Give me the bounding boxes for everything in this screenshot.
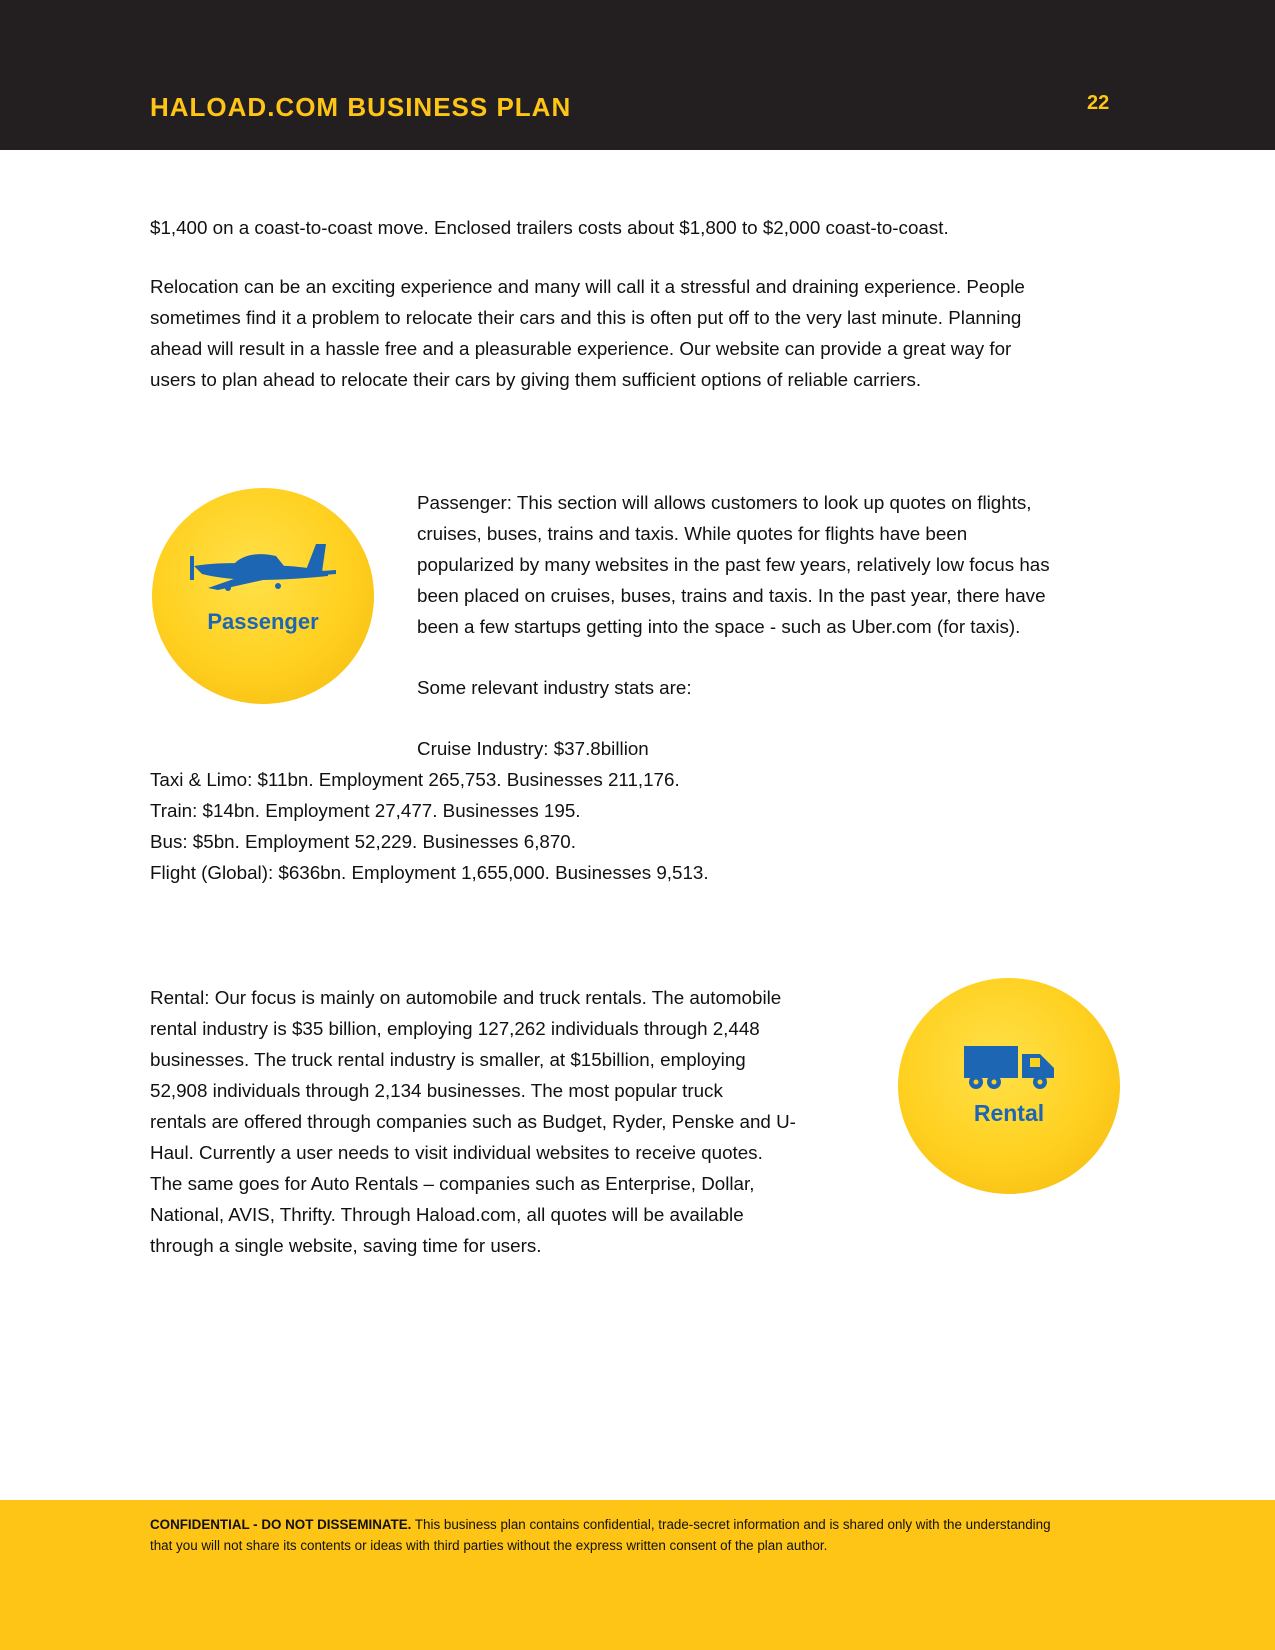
paragraph-line: sometimes find it a problem to relocate their cars and this is often put off to the very last minute. Planning (150, 307, 1022, 328)
paragraph-line: Relocation can be an exciting experience and many will call it a stressful and draining experience. People (150, 276, 1025, 297)
paragraph-line: 52,908 individuals through 2,134 businesses. The most popular truck (150, 1080, 723, 1101)
paragraph-line: through a single website, saving time for users. (150, 1235, 542, 1256)
paragraph-line: The same goes for Auto Rentals – companies such as Enterprise, Dollar, (150, 1173, 755, 1194)
paragraph-line: ahead will result in a hassle free and a pleasurable experience. Our website can provide a great way for (150, 338, 1012, 359)
paragraph-line: Rental: Our focus is mainly on automobile and truck rentals. The automobile (150, 987, 782, 1008)
confidential-label: CONFIDENTIAL - DO NOT DISSEMINATE. (150, 1517, 412, 1532)
rental-badge (898, 978, 1120, 1194)
page-number: 22 (1087, 92, 1110, 114)
paragraph-line: rental industry is $35 billion, employing 127,262 individuals through 2,448 (150, 1018, 760, 1039)
page-header (0, 0, 1275, 150)
paragraph-line: Passenger: This section will allows customers to look up quotes on flights, (417, 492, 1032, 513)
stat-line: Taxi & Limo: $11bn. Employment 265,753. Businesses 211,176. (150, 769, 680, 790)
passenger-badge-label: Passenger (207, 609, 319, 634)
stat-line: Train: $14bn. Employment 27,477. Businesses 195. (150, 800, 581, 821)
truck-icon (964, 1046, 1056, 1090)
paragraph-line: cruises, buses, trains and taxis. While quotes for flights have been (417, 523, 968, 544)
stat-line: Bus: $5bn. Employment 52,229. Businesses 6,870. (150, 831, 576, 852)
paragraph-line: users to plan ahead to relocate their cars by giving them sufficient options of reliable carriers. (150, 369, 922, 390)
paragraph-line: been placed on cruises, buses, trains and taxis. In the past year, there have (417, 585, 1046, 606)
confidential-text: This business plan contains confidential, trade-secret information and is shared only with the understanding that you will not share its contents or ideas with third parties without the express written consent of the plan author. (150, 1517, 1051, 1553)
paragraph-line: rentals are offered through companies such as Budget, Ryder, Penske and U- (150, 1111, 796, 1132)
airplane-icon (188, 542, 338, 598)
stat-line: Flight (Global): $636bn. Employment 1,655,000. Businesses 9,513. (150, 862, 709, 883)
paragraph-line: National, AVIS, Thrifty. Through Haload.com, all quotes will be available (150, 1204, 744, 1225)
passenger-badge (152, 488, 374, 704)
confidential-notice (150, 1514, 1070, 1556)
intro-line: $1,400 on a coast-to-coast move. Enclosed trailers costs about $1,800 to $2,000 coast-to-coast. (150, 217, 949, 238)
paragraph-line: been a few startups getting into the space - such as Uber.com (for taxis). (417, 616, 1021, 637)
paragraph-line: businesses. The truck rental industry is smaller, at $15billion, employing (150, 1049, 746, 1070)
paragraph-line: Haul. Currently a user needs to visit individual websites to receive quotes. (150, 1142, 763, 1163)
stat-cruise: Cruise Industry: $37.8billion (417, 738, 649, 759)
stats-intro: Some relevant industry stats are: (417, 677, 692, 698)
paragraph-line: popularized by many websites in the past few years, relatively low focus has (417, 554, 1050, 575)
page-footer (0, 1500, 1275, 1650)
rental-badge-label: Rental (973, 1100, 1045, 1126)
document-title: HALOAD.COM BUSINESS PLAN (150, 92, 572, 122)
